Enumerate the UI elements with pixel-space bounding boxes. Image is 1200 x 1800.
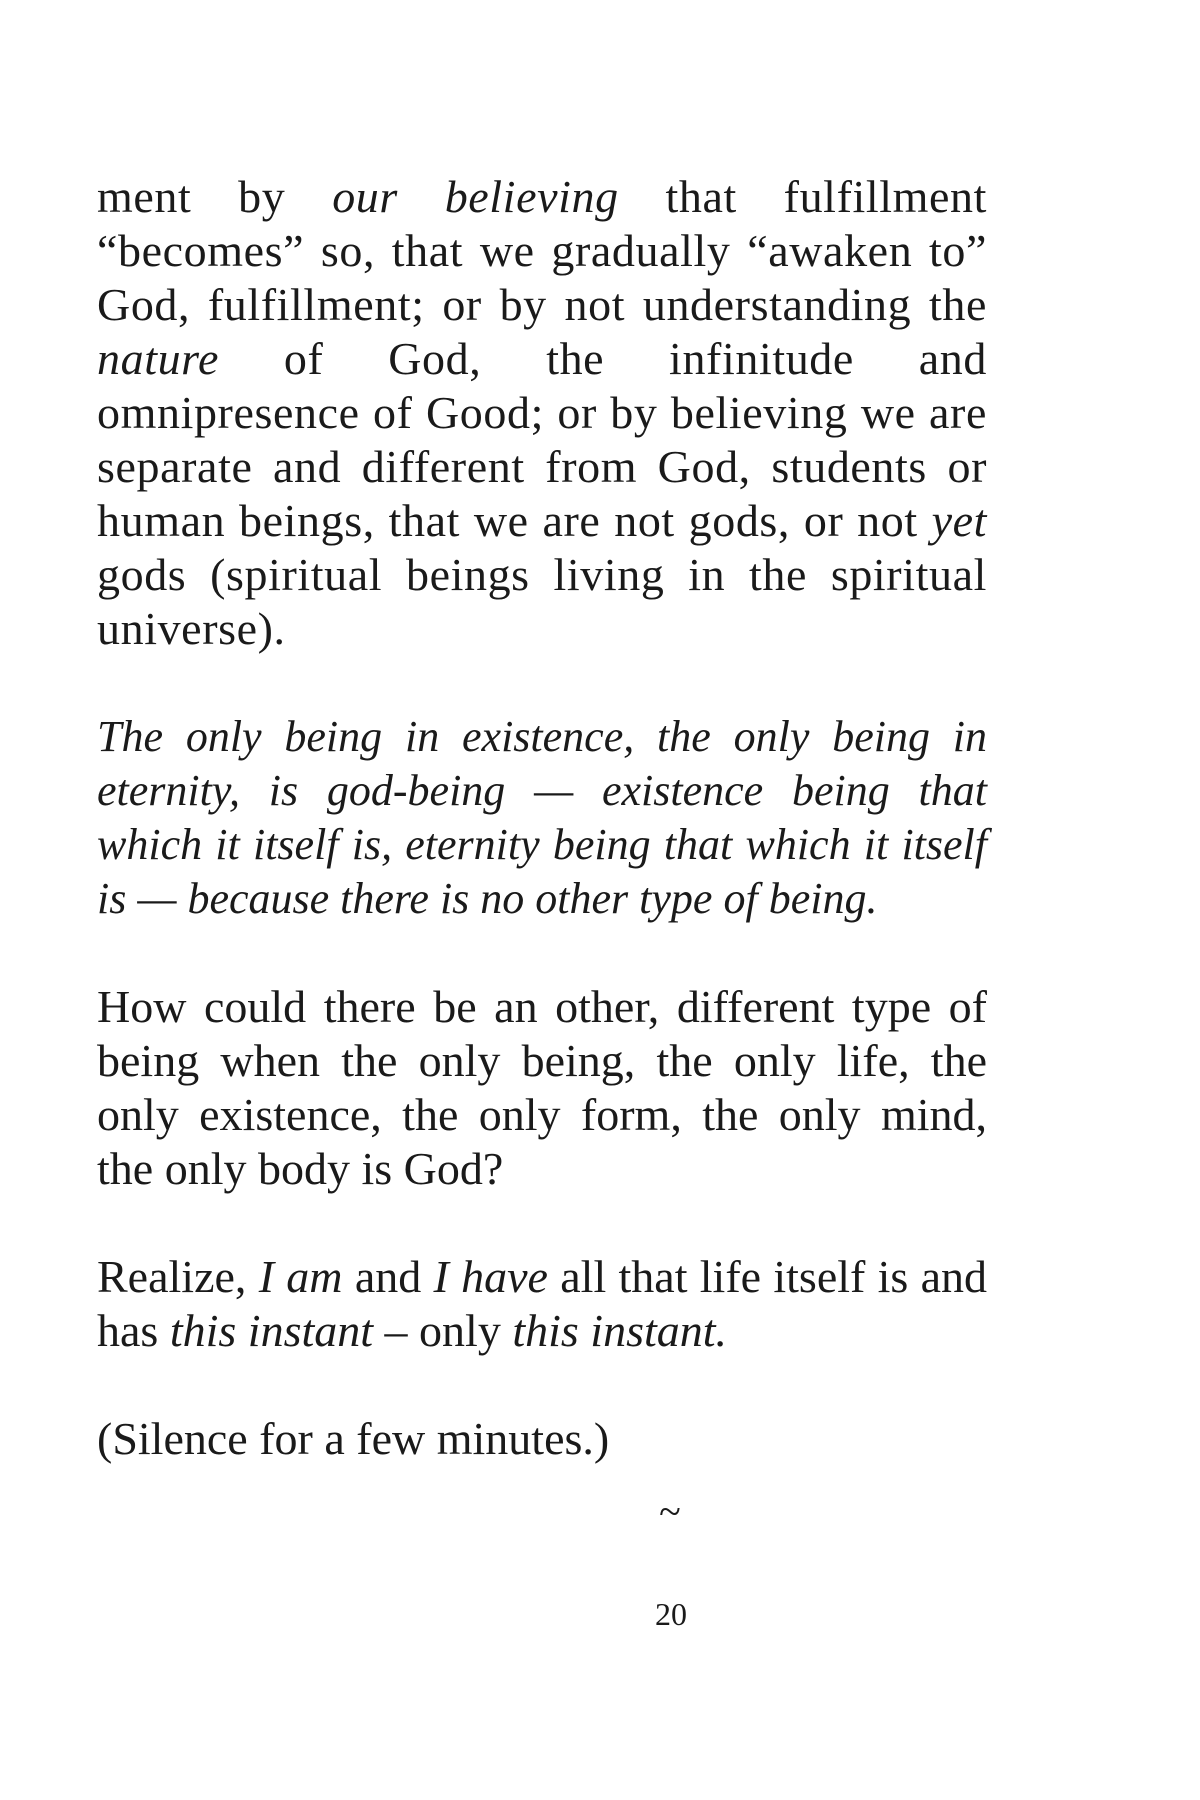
italic-span: this instant. [512,1305,728,1356]
page-body [97,170,987,1466]
text-span: and [342,1251,434,1302]
text-span: all that life itself is and has [97,1251,988,1356]
text-span: gods (spiritual beings living in the spiritual universe). [97,549,987,654]
italic-span: I am [258,1251,343,1302]
paragraph-5: (Silence for a few minutes.) [97,1413,610,1464]
text-span: that fulfillment “becomes” so, that we gradually “awaken to” God, fulfillmen [97,171,988,330]
italic-span: our believing [332,171,619,222]
text-span: of God, the infinitude and omnipresence of Good; or by believing we are separate and different from God, students or human beings, that we are not gods, or not [97,333,987,546]
text-span: t; or by not understanding the [397,279,987,330]
text-span: Realize, [97,1251,259,1302]
section-separator: ~ [659,1489,681,1534]
paragraph-1 [97,170,987,656]
italic-span: yet [931,495,987,546]
italic-span: I have [433,1251,548,1302]
text-span: ment by [97,171,333,222]
text-span: – only [373,1305,513,1356]
italic-span: nature [97,333,219,384]
paragraph-3: How could there be an other, different type of being when the only being, the only life, the only existence, the only form, the only mind, the only body is God? [97,981,987,1194]
page-number: 20 [655,1596,687,1632]
paragraph-4 [97,1250,987,1358]
italic-span: this instant [169,1305,374,1356]
paragraph-2-italic: The only being in existence, the only being in eternity, is god-being — existence being that which it itself is, eternity being that which it itself is — because there is no other type of being. [97,712,987,923]
